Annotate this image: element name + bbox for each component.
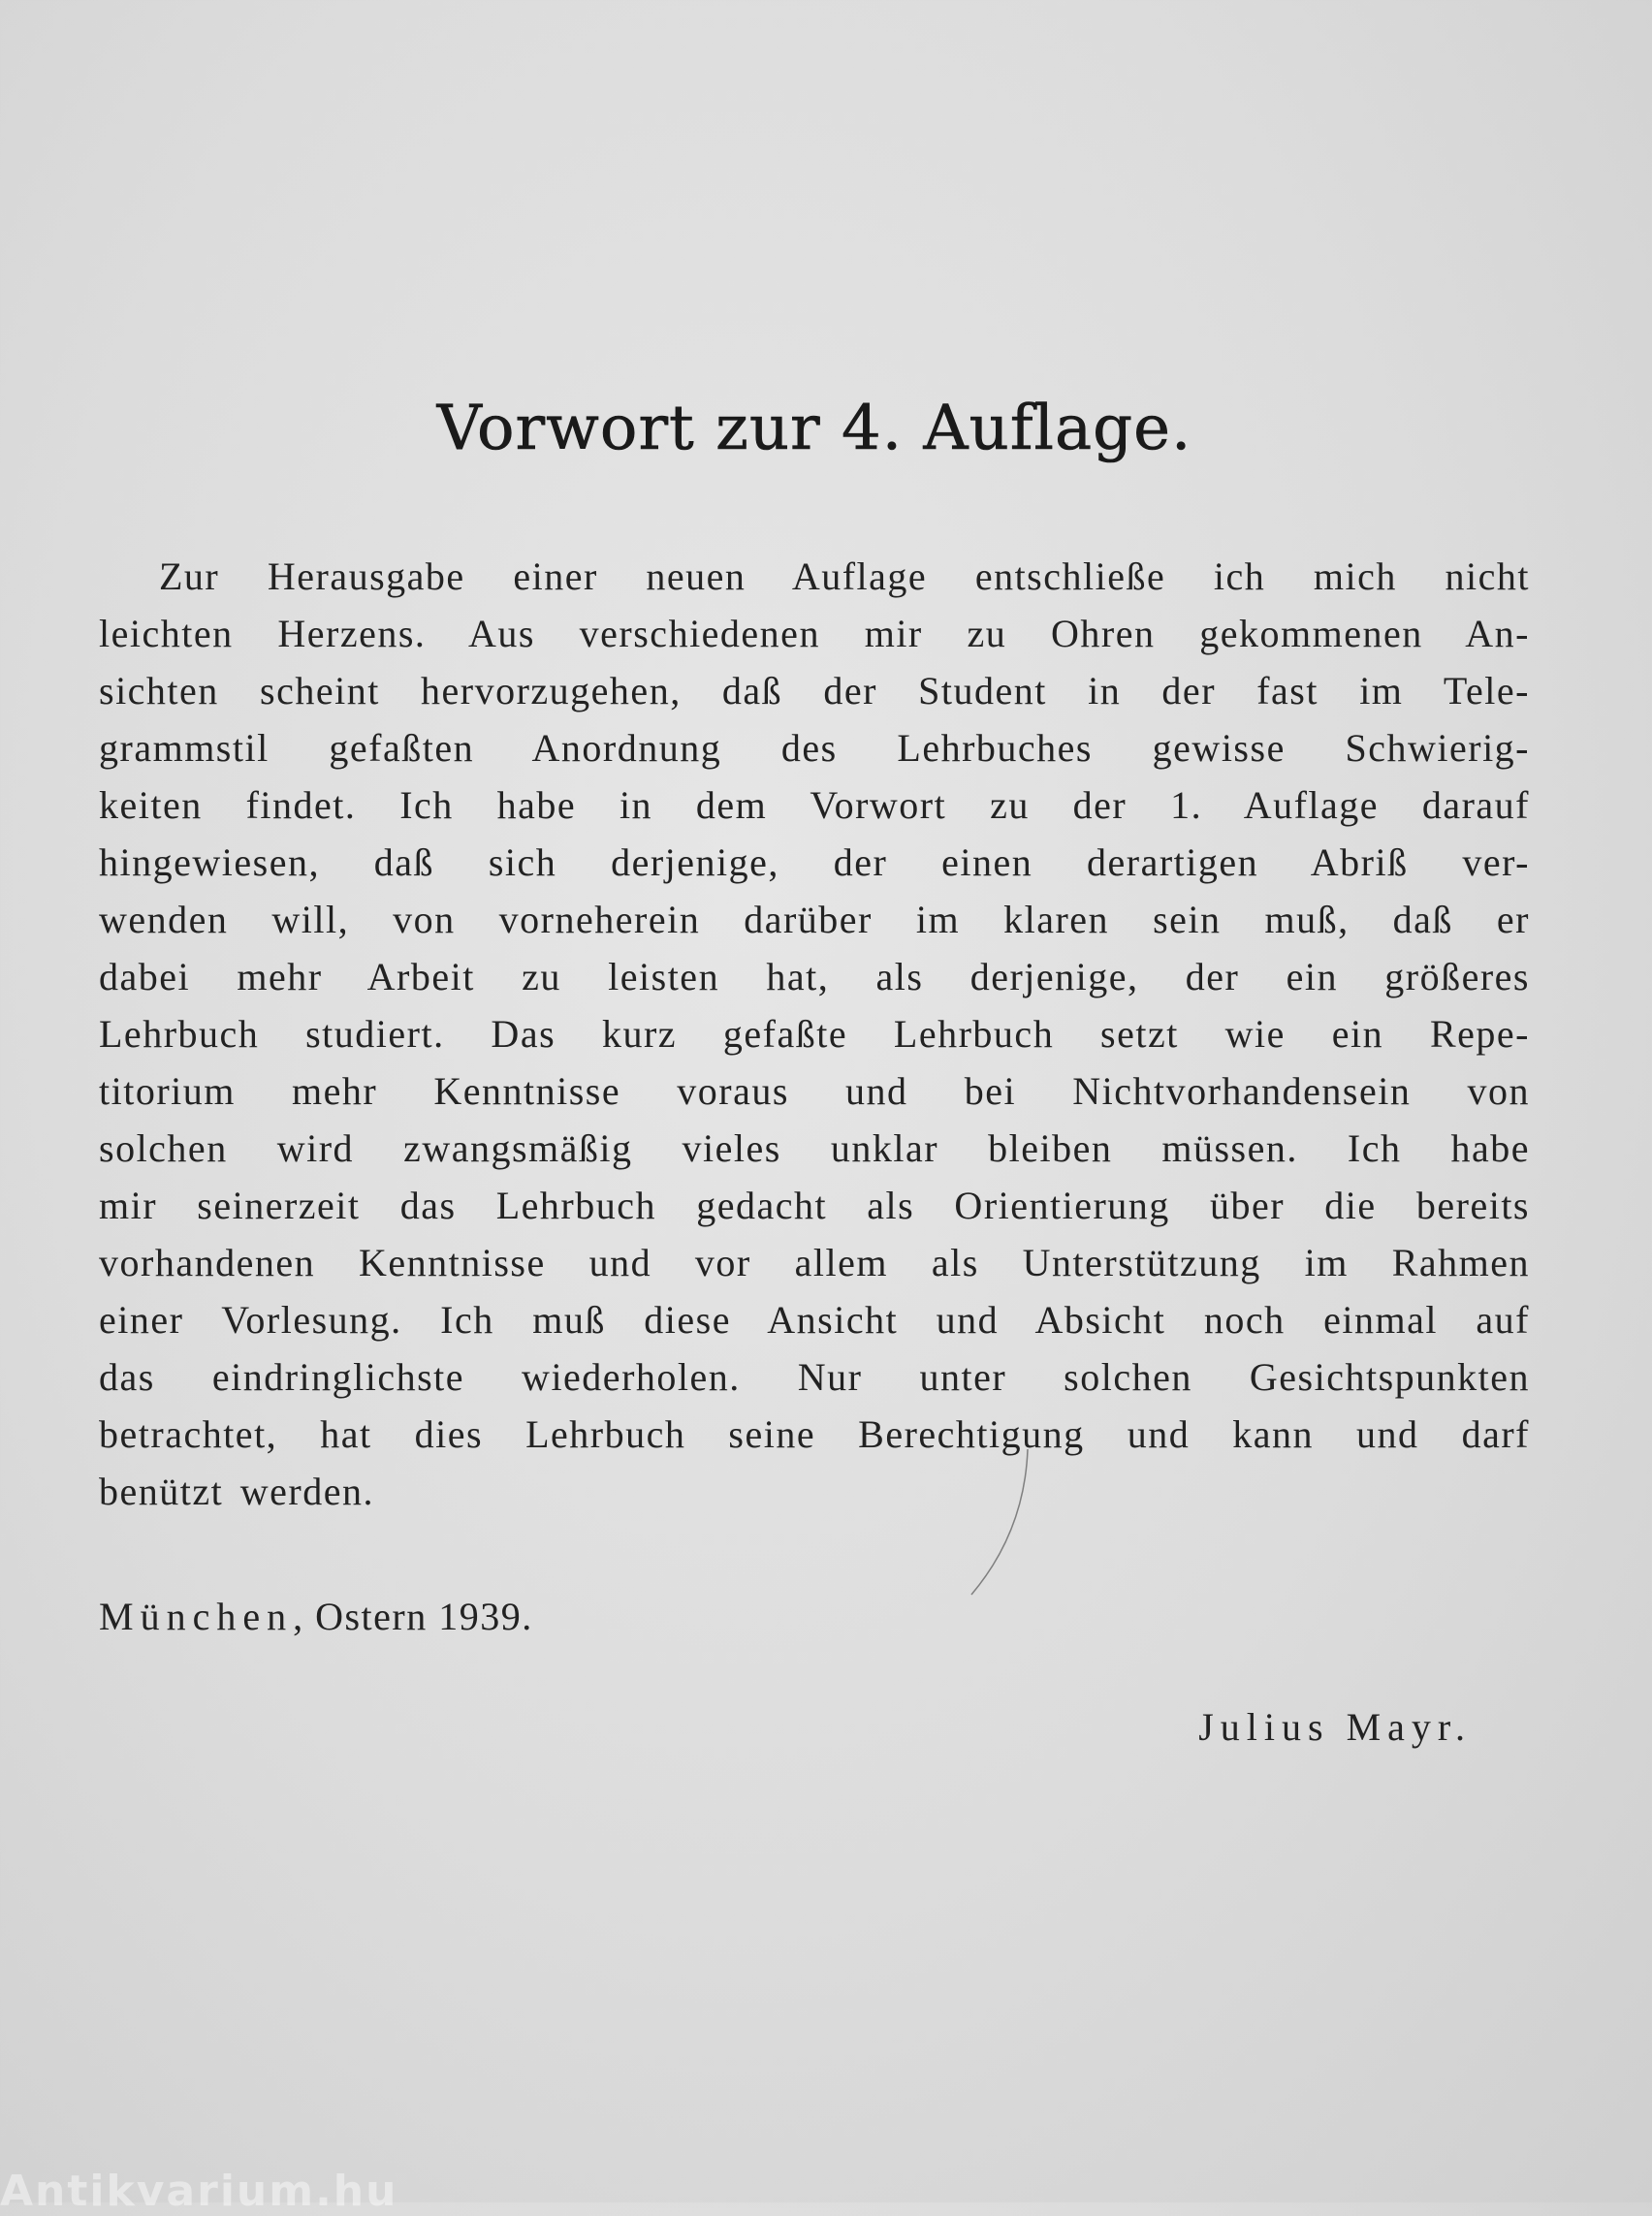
paragraph-line: solchen wird zwangsmäßig vieles unklar bleiben müssen. Ich habe <box>99 1126 1530 1170</box>
paragraph-line: sichten scheint hervorzugehen, daß der Student in der fast im Tele- <box>99 669 1530 712</box>
paragraph-line: betrachtet, hat dies Lehrbuch seine Berechtigung und kann und darf <box>99 1412 1530 1456</box>
paragraph-line: vorhandenen Kenntnisse und vor allem als Unterstützung im Rahmen <box>99 1241 1530 1284</box>
paragraph-line: benützt werden. <box>99 1470 374 1513</box>
paragraph-line: grammstil gefaßten Anordnung des Lehrbuches gewisse Schwierig- <box>99 726 1530 770</box>
paragraph-line: dabei mehr Arbeit zu leisten hat, als derjenige, der ein größeres <box>99 955 1530 998</box>
author-signature: Julius Mayr. <box>1198 1705 1472 1749</box>
paragraph-line: titorium mehr Kenntnisse voraus und bei Nichtvorhandensein von <box>99 1069 1530 1113</box>
paragraph-line: wenden will, von vorneherein darüber im klaren sein muß, daß er <box>99 898 1530 941</box>
closing-place: München <box>99 1595 294 1638</box>
paragraph-line: keiten findet. Ich habe in dem Vorwort zu der 1. Auflage darauf <box>99 783 1530 827</box>
paragraph-line: hingewiesen, daß sich derjenige, der einen derartigen Abriß ver- <box>99 840 1530 884</box>
page-title: Vorwort zur 4. Auflage. <box>436 393 1192 464</box>
watermark: Antikvarium.hu <box>0 2167 398 2216</box>
paragraph-line: leichten Herzens. Aus verschiedenen mir zu Ohren gekommenen An- <box>99 612 1530 655</box>
paragraph-line: einer Vorlesung. Ich muß diese Ansicht und Absicht noch einmal auf <box>99 1298 1530 1342</box>
pencil-stroke-mark <box>960 1444 1037 1599</box>
paragraph-line: das eindringlichste wiederholen. Nur unter solchen Gesichtspunkten <box>99 1355 1530 1399</box>
place-date <box>99 1594 533 1639</box>
closing-date: , Ostern 1939. <box>293 1595 533 1638</box>
paragraph-line: Zur Herausgabe einer neuen Auflage entschließe ich mich nicht <box>159 554 1530 598</box>
preface-paragraph <box>99 548 1530 1520</box>
paragraph-line: Lehrbuch studiert. Das kurz gefaßte Lehrbuch setzt wie ein Repe- <box>99 1012 1530 1056</box>
paragraph-line: mir seinerzeit das Lehrbuch gedacht als Orientierung über die bereits <box>99 1184 1530 1227</box>
